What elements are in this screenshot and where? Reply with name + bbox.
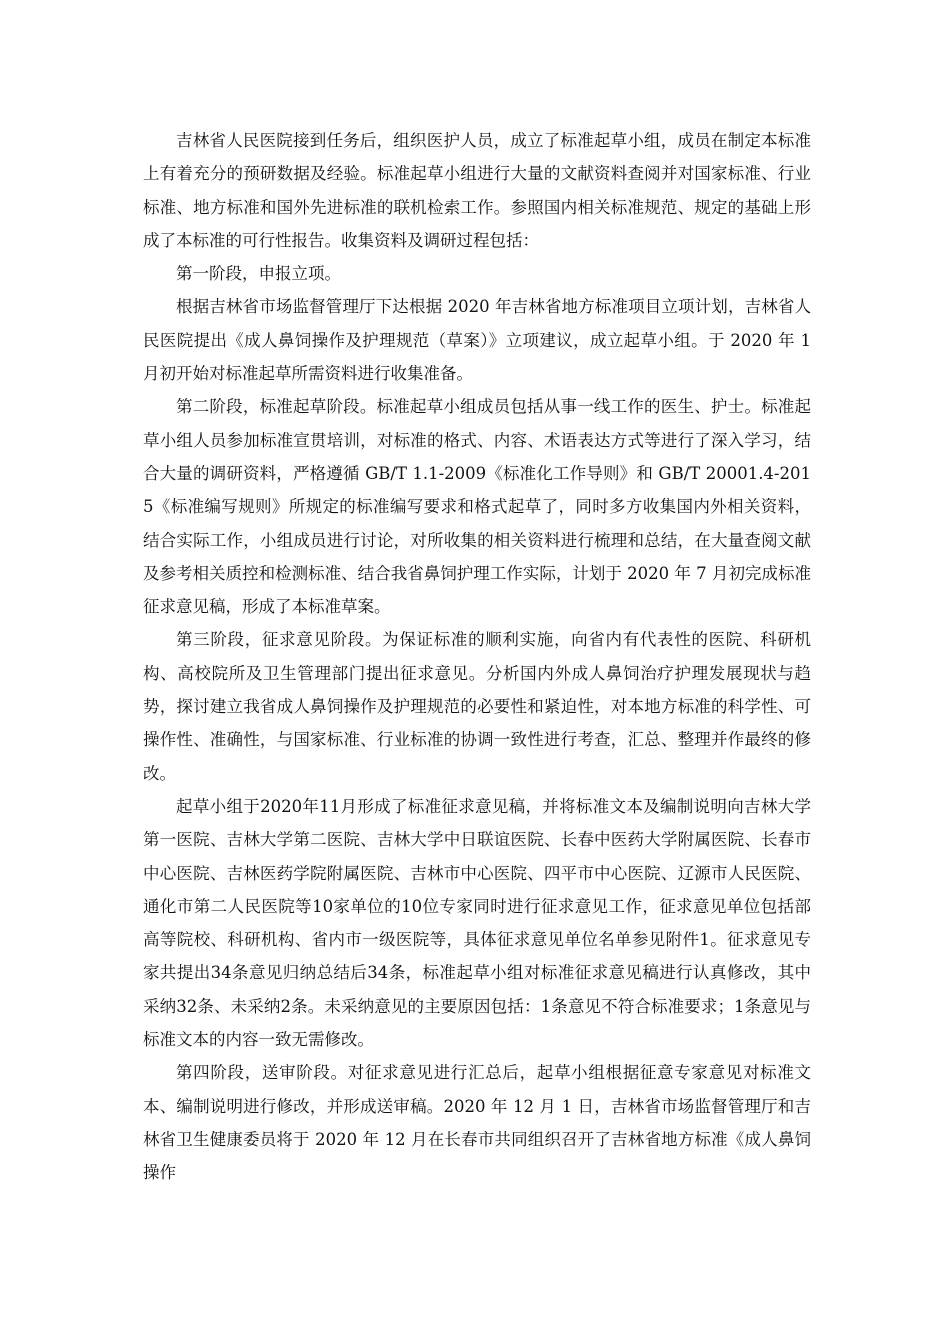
document-body <box>143 124 811 1190</box>
paragraph-stage-1-detail: 根据吉林省市场监督管理厅下达根据 2020 年吉林省地方标准项目立项计划，吉林省人民医院提出《成人鼻饲操作及护理规范（草案）》立项建议，成立起草小组。于 2020 年 1 月初开始对标准起草所需资料进行收集准备。 <box>143 297 811 384</box>
paragraph-intro: 吉林省人民医院接到任务后，组织医护人员，成立了标准起草小组，成员在制定本标准上有着充分的预研数据及经验。标准起草小组进行大量的文献资料查阅并对国家标准、行业标准、地方标准和国外先进标准的联机检索工作。参照国内相关标准规范、规定的基础上形成了本标准的可行性报告。收集资料及调研过程包括： <box>143 131 811 250</box>
paragraph-stage-4: 第四阶段，送审阶段。对征求意见进行汇总后，起草小组根据征意专家意见对标准文本、编制说明进行修改，并形成送审稿。2020 年 12 月 1 日，吉林省市场监督管理厅和吉林省卫生健康委员将于 2020 年 12 月在长春市共同组织召开了吉林省地方标准《成人鼻饲操作 <box>143 1063 811 1183</box>
paragraph-stage-3: 第三阶段，征求意见阶段。为保证标准的顺利实施，向省内有代表性的医院、科研机构、高校院所及卫生管理部门提出征求意见。分析国内外成人鼻饲治疗护理发展现状与趋势，探讨建立我省成人鼻饲操作及护理规范的必要性和紧迫性，对本地方标准的科学性、可操作性、准确性，与国家标准、行业标准的协调一致性进行考查，汇总、整理并作最终的修改。 <box>143 630 811 783</box>
paragraph-stage-1-heading: 第一阶段，申报立项。 <box>176 264 341 284</box>
paragraph-stage-2: 第二阶段，标准起草阶段。标准起草小组成员包括从事一线工作的医生、护士。标准起草小组人员参加标准宣贯培训，对标准的格式、内容、术语表达方式等进行了深入学习，结合大量的调研资料，严格遵循 GB/T 1.1-2009《标准化工作导则》和 GB/T 20001.4-2015《标准编写规则》所规定的标准编写要求和格式起草了，同时多方收集国内外相关资料，结合实际工作，小组成员进行讨论，对所收集的相关资料进行梳理和总结，在大量查阅文献及参考相关质控和检测标准、结合我省鼻饲护理工作实际，计划于 2020 年 7 月初完成标准征求意见稿，形成了本标准草案。 <box>143 397 811 617</box>
paragraph-consultation: 起草小组于2020年11月形成了标准征求意见稿，并将标准文本及编制说明向吉林大学第一医院、吉林大学第二医院、吉林大学中日联谊医院、长春中医药大学附属医院、长春市中心医院、吉林医药学院附属医院、吉林市中心医院、四平市中心医院、辽源市人民医院、通化市第二人民医院等10家单位的10位专家同时进行征求意见工作，征求意见单位包括部高等院校、科研机构、省内市一级医院等，具体征求意见单位名单参见附件1。征求意见专家共提出34条意见归纳总结后34条，标准起草小组对标准征求意见稿进行认真修改，其中采纳32条、未采纳2条。未采纳意见的主要原因包括：1条意见不符合标准要求；1条意见与标准文本的内容一致无需修改。 <box>143 796 811 1050</box>
